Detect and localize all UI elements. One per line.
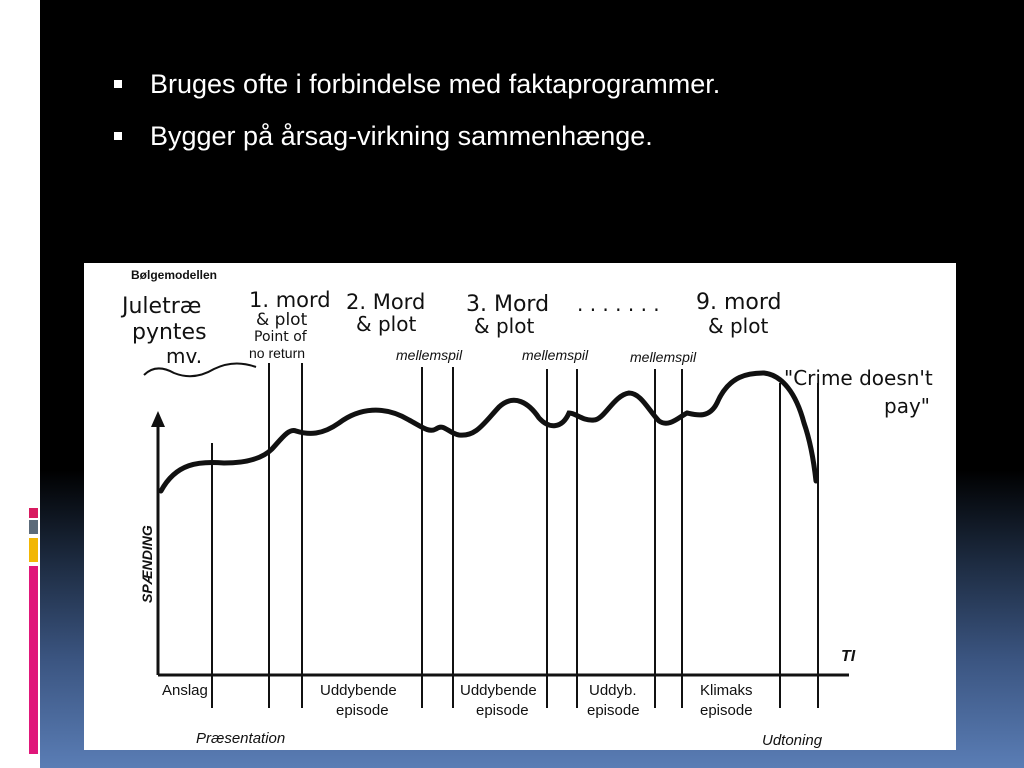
x-axis-label: TI bbox=[841, 648, 856, 665]
note-mord1-sub1: Point of bbox=[254, 329, 307, 345]
label-klimaks-line1: Klimaks bbox=[700, 682, 753, 699]
tension-wave-curve bbox=[161, 373, 816, 491]
label-udtoning: Udtoning bbox=[762, 732, 823, 749]
accent-bar-yellow bbox=[29, 538, 38, 562]
interlude-label-2: mellemspil bbox=[522, 347, 589, 363]
note-mord9 bbox=[696, 290, 782, 338]
y-axis-arrow-icon bbox=[151, 411, 165, 427]
accent-bars bbox=[0, 0, 40, 768]
label-uddybende2-line1: Uddybende bbox=[460, 682, 537, 699]
note-mord9-line1: 9. mord bbox=[696, 290, 782, 315]
bullet-item bbox=[110, 68, 720, 100]
note-mord2 bbox=[346, 290, 425, 336]
note-dots: . . . . . . . bbox=[577, 292, 660, 316]
note-mord1-sub2: no return bbox=[249, 345, 306, 361]
note-mord1-line1: 1. mord bbox=[249, 288, 331, 312]
note-mord2-line2: & plot bbox=[356, 312, 417, 336]
bullet-item bbox=[110, 120, 720, 152]
bullet-text: Bygger på årsag-virkning sammenhænge. bbox=[150, 121, 653, 151]
accent-bar-pink-top bbox=[29, 508, 38, 518]
accent-bar-pink-long bbox=[29, 566, 38, 754]
interlude-label-1: mellemspil bbox=[396, 347, 463, 363]
note-mord1 bbox=[249, 288, 331, 361]
bullet-square-icon bbox=[114, 80, 122, 88]
label-uddyb-line2: episode bbox=[587, 702, 640, 719]
wave-model-diagram bbox=[84, 263, 956, 750]
section-lines bbox=[212, 363, 818, 708]
wave-model-figure bbox=[84, 263, 956, 750]
y-axis-label: SPÆNDING bbox=[139, 525, 155, 603]
note-crime-line2: pay" bbox=[884, 394, 930, 418]
label-uddybende1-line1: Uddybende bbox=[320, 682, 397, 699]
accent-bar-gray bbox=[29, 520, 38, 534]
label-anslag: Anslag bbox=[162, 682, 208, 699]
interlude-label-3: mellemspil bbox=[630, 349, 697, 365]
note-juletrae-line2: pyntes bbox=[132, 320, 207, 345]
note-crime-line1: "Crime doesn't bbox=[784, 366, 933, 390]
bullet-square-icon bbox=[114, 132, 122, 140]
bullet-list bbox=[110, 68, 720, 172]
label-praesentation: Præsentation bbox=[196, 730, 286, 747]
bullet-text: Bruges ofte i forbindelse med faktaprogrammer. bbox=[150, 69, 721, 99]
label-uddybende1-line2: episode bbox=[336, 702, 389, 719]
note-juletrae-line3: mv. bbox=[166, 344, 203, 368]
note-crime bbox=[784, 366, 933, 418]
label-klimaks-line2: episode bbox=[700, 702, 753, 719]
note-mord3-line1: 3. Mord bbox=[466, 292, 550, 317]
note-mord3-line2: & plot bbox=[474, 314, 535, 338]
label-uddybende2-line2: episode bbox=[476, 702, 529, 719]
note-mord1-line2: & plot bbox=[256, 310, 308, 330]
label-uddyb-line1: Uddyb. bbox=[589, 682, 637, 699]
note-mord2-line1: 2. Mord bbox=[346, 290, 426, 314]
note-juletrae bbox=[120, 294, 256, 376]
diagram-title: Bølgemodellen bbox=[131, 268, 218, 282]
note-mord9-line2: & plot bbox=[708, 314, 769, 338]
note-mord3 bbox=[466, 292, 549, 338]
note-juletrae-line1: Juletræ bbox=[122, 294, 202, 319]
